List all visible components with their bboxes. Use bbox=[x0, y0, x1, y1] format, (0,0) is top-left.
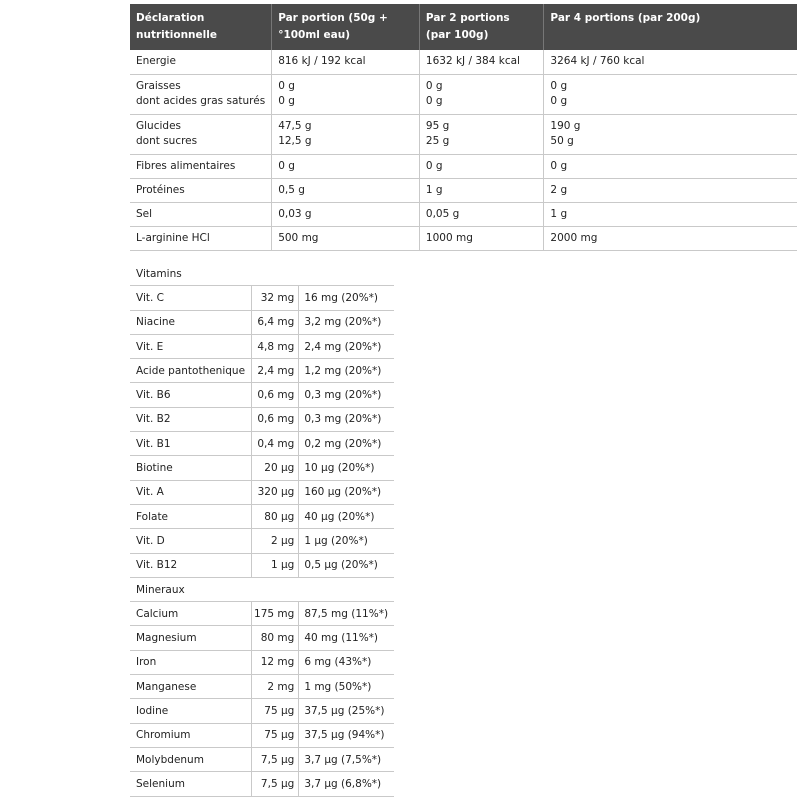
value-per-portion-sub: 12,5 g bbox=[278, 135, 312, 147]
nutrient-row bbox=[130, 723, 394, 747]
value-per-2-portions-cell bbox=[419, 154, 544, 178]
value-per-2-portions-cell bbox=[419, 74, 544, 114]
nutrient-row bbox=[130, 432, 394, 456]
nutrient-per-portion: 0,5 µg (20%*) bbox=[299, 553, 394, 577]
nutrient-name: Magnesium bbox=[130, 626, 252, 650]
nutrient-per-portion: 10 µg (20%*) bbox=[299, 456, 394, 480]
nutrient-per-portion: 2,4 mg (20%*) bbox=[299, 334, 394, 358]
value-per-4-portions-cell bbox=[544, 202, 797, 226]
value-per-portion-cell bbox=[272, 202, 420, 226]
nutrient-amount: 6,4 mg bbox=[252, 310, 299, 334]
nutrient-row bbox=[130, 747, 394, 771]
value-per-portion: 0,5 g bbox=[278, 183, 305, 196]
nutrient-row bbox=[130, 480, 394, 504]
nutrient-per-portion: 3,7 µg (6,8%*) bbox=[299, 772, 394, 796]
nutrient-amount: 75 µg bbox=[252, 699, 299, 723]
nutrient-label-cell bbox=[130, 74, 272, 114]
nutrient-amount: 7,5 µg bbox=[252, 747, 299, 771]
nutrient-per-portion: 1 µg (20%*) bbox=[299, 529, 394, 553]
nutrient-per-portion: 3,2 mg (20%*) bbox=[299, 310, 394, 334]
header-per-portion: Par portion (50g + °100ml eau) bbox=[272, 4, 420, 50]
nutrient-name: Vit. A bbox=[130, 480, 252, 504]
nutrient-name: Vit. B12 bbox=[130, 553, 252, 577]
nutrient-amount: 2 µg bbox=[252, 529, 299, 553]
value-per-2-portions-sub: 25 g bbox=[425, 135, 450, 147]
nutrient-name: Vit. B1 bbox=[130, 432, 252, 456]
nutrient-per-portion: 0,3 mg (20%*) bbox=[299, 407, 394, 431]
nutrient-per-portion: 1 mg (50%*) bbox=[299, 675, 394, 699]
value-per-portion: 0,03 g bbox=[278, 207, 312, 220]
nutrient-label: L-arginine HCl bbox=[136, 231, 210, 244]
nutrient-amount: 32 mg bbox=[252, 286, 299, 310]
value-per-2-portions-cell bbox=[419, 50, 544, 74]
nutrient-name: Acide pantothenique bbox=[130, 359, 252, 383]
nutrient-row bbox=[130, 626, 394, 650]
value-per-2-portions-cell bbox=[419, 178, 544, 202]
nutrient-row bbox=[130, 602, 394, 626]
value-per-portion: 500 mg bbox=[278, 231, 319, 244]
nutrient-row bbox=[130, 359, 394, 383]
nutrient-row bbox=[130, 286, 394, 310]
nutrient-per-portion: 6 mg (43%*) bbox=[299, 650, 394, 674]
nutrient-amount: 175 mg bbox=[252, 602, 299, 626]
value-per-portion: 47,5 g bbox=[278, 120, 312, 132]
nutrient-name: Folate bbox=[130, 504, 252, 528]
nutrition-row bbox=[130, 202, 797, 226]
nutrient-row bbox=[130, 675, 394, 699]
nutrient-name: Manganese bbox=[130, 675, 252, 699]
nutrient-amount: 4,8 mg bbox=[252, 334, 299, 358]
nutrient-per-portion: 37,5 µg (94%*) bbox=[299, 723, 394, 747]
value-per-4-portions: 0 g bbox=[550, 159, 568, 172]
nutrient-row bbox=[130, 334, 394, 358]
nutrient-row bbox=[130, 407, 394, 431]
value-per-4-portions: 0 g bbox=[550, 80, 568, 92]
value-per-4-portions-sub: 50 g bbox=[550, 135, 574, 147]
nutrient-name: Chromium bbox=[130, 723, 252, 747]
value-per-4-portions-cell bbox=[544, 178, 797, 202]
nutrient-amount: 80 mg bbox=[252, 626, 299, 650]
value-per-portion-cell bbox=[272, 154, 420, 178]
nutrient-name: Vit. E bbox=[130, 334, 252, 358]
nutrient-label-sub: dont sucres bbox=[136, 135, 198, 147]
nutrient-amount: 20 µg bbox=[252, 456, 299, 480]
nutrient-amount: 2 mg bbox=[252, 675, 299, 699]
nutrient-label-cell bbox=[130, 50, 272, 74]
value-per-2-portions: 1000 mg bbox=[425, 231, 473, 244]
value-per-portion-cell bbox=[272, 114, 420, 154]
nutrient-row bbox=[130, 310, 394, 334]
vitamins-section-title: Vitamins bbox=[130, 262, 394, 286]
value-per-2-portions: 0 g bbox=[425, 159, 443, 172]
nutrient-name: Vit. B2 bbox=[130, 407, 252, 431]
nutrient-per-portion: 87,5 mg (11%*) bbox=[299, 602, 394, 626]
nutrient-amount: 0,4 mg bbox=[252, 432, 299, 456]
nutrient-name: Iodine bbox=[130, 699, 252, 723]
nutrient-label: Graisses bbox=[136, 80, 181, 92]
nutrient-name: Selenium bbox=[130, 772, 252, 796]
nutrient-label-cell bbox=[130, 114, 272, 154]
nutrient-row bbox=[130, 504, 394, 528]
nutrient-name: Molybdenum bbox=[130, 747, 252, 771]
value-per-2-portions-cell bbox=[419, 202, 544, 226]
vitamins-section-row bbox=[130, 262, 394, 286]
value-per-2-portions-cell bbox=[419, 226, 544, 250]
nutrient-label: Energie bbox=[136, 55, 176, 68]
value-per-4-portions: 190 g bbox=[550, 120, 581, 132]
nutrient-amount: 1 µg bbox=[252, 553, 299, 577]
nutrient-row bbox=[130, 553, 394, 577]
value-per-2-portions-cell bbox=[419, 114, 544, 154]
header-declaration: Déclaration nutritionnelle bbox=[130, 4, 272, 50]
value-per-2-portions: 0,05 g bbox=[425, 207, 460, 220]
value-per-4-portions-cell bbox=[544, 74, 797, 114]
nutrient-per-portion: 16 mg (20%*) bbox=[299, 286, 394, 310]
nutrient-per-portion: 1,2 mg (20%*) bbox=[299, 359, 394, 383]
value-per-2-portions: 95 g bbox=[425, 120, 450, 132]
value-per-4-portions-cell bbox=[544, 114, 797, 154]
nutrient-amount: 75 µg bbox=[252, 723, 299, 747]
nutrient-label: Fibres alimentaires bbox=[136, 159, 236, 172]
nutrient-name: Vit. B6 bbox=[130, 383, 252, 407]
nutrient-amount: 7,5 µg bbox=[252, 772, 299, 796]
value-per-portion-sub: 0 g bbox=[278, 95, 295, 107]
nutrient-name: Vit. D bbox=[130, 529, 252, 553]
nutrient-per-portion: 160 µg (20%*) bbox=[299, 480, 394, 504]
header-per-4-portions: Par 4 portions (par 200g) bbox=[544, 4, 797, 50]
nutrient-label-sub: dont acides gras saturés bbox=[136, 95, 266, 107]
value-per-portion: 0 g bbox=[278, 159, 295, 172]
nutrient-amount: 0,6 mg bbox=[252, 407, 299, 431]
value-per-portion: 816 kJ / 192 kcal bbox=[278, 55, 366, 68]
value-per-2-portions: 1632 kJ / 384 kcal bbox=[425, 55, 520, 68]
value-per-4-portions-sub: 0 g bbox=[550, 95, 568, 107]
nutrient-label-cell bbox=[130, 226, 272, 250]
nutrient-amount: 0,6 mg bbox=[252, 383, 299, 407]
value-per-4-portions: 1 g bbox=[550, 207, 568, 220]
value-per-4-portions: 2 g bbox=[550, 183, 568, 196]
value-per-2-portions-sub: 0 g bbox=[425, 95, 443, 107]
nutrient-amount: 12 mg bbox=[252, 650, 299, 674]
nutrient-name: Vit. C bbox=[130, 286, 252, 310]
nutrition-row bbox=[130, 226, 797, 250]
nutrient-row bbox=[130, 383, 394, 407]
nutrient-row bbox=[130, 650, 394, 674]
vitamins-minerals-table bbox=[130, 262, 394, 797]
nutrient-per-portion: 0,3 mg (20%*) bbox=[299, 383, 394, 407]
nutrient-name: Niacine bbox=[130, 310, 252, 334]
value-per-portion-cell bbox=[272, 178, 420, 202]
header-per-2-portions: Par 2 portions (par 100g) bbox=[419, 4, 544, 50]
nutrient-amount: 2,4 mg bbox=[252, 359, 299, 383]
value-per-2-portions: 0 g bbox=[425, 80, 443, 92]
minerals-section-title: Mineraux bbox=[130, 577, 394, 601]
nutrient-row bbox=[130, 772, 394, 796]
nutrition-row bbox=[130, 114, 797, 154]
nutrition-row bbox=[130, 154, 797, 178]
nutrient-name: Biotine bbox=[130, 456, 252, 480]
nutrient-name: Iron bbox=[130, 650, 252, 674]
nutrition-header-row bbox=[130, 4, 797, 50]
nutrient-row bbox=[130, 456, 394, 480]
nutrient-per-portion: 0,2 mg (20%*) bbox=[299, 432, 394, 456]
minerals-section-row bbox=[130, 577, 394, 601]
nutrient-per-portion: 37,5 µg (25%*) bbox=[299, 699, 394, 723]
value-per-portion-cell bbox=[272, 226, 420, 250]
nutrition-row bbox=[130, 50, 797, 74]
nutrient-label: Glucides bbox=[136, 120, 181, 132]
value-per-2-portions: 1 g bbox=[425, 183, 443, 196]
value-per-4-portions: 2000 mg bbox=[550, 231, 598, 244]
nutrient-amount: 80 µg bbox=[252, 504, 299, 528]
nutrient-row bbox=[130, 529, 394, 553]
nutrient-per-portion: 3,7 µg (7,5%*) bbox=[299, 747, 394, 771]
nutrient-per-portion: 40 µg (20%*) bbox=[299, 504, 394, 528]
nutrition-row bbox=[130, 74, 797, 114]
value-per-4-portions-cell bbox=[544, 226, 797, 250]
nutrient-label: Protéines bbox=[136, 183, 185, 196]
nutrient-name: Calcium bbox=[130, 602, 252, 626]
nutrition-declaration-table bbox=[130, 4, 797, 251]
nutrition-row bbox=[130, 178, 797, 202]
nutrient-per-portion: 40 mg (11%*) bbox=[299, 626, 394, 650]
nutrient-label: Sel bbox=[136, 207, 153, 220]
value-per-portion-cell bbox=[272, 74, 420, 114]
value-per-portion-cell bbox=[272, 50, 420, 74]
value-per-4-portions-cell bbox=[544, 50, 797, 74]
nutrient-label-cell bbox=[130, 178, 272, 202]
nutrient-label-cell bbox=[130, 202, 272, 226]
value-per-portion: 0 g bbox=[278, 80, 295, 92]
nutrient-row bbox=[130, 699, 394, 723]
nutrient-amount: 320 µg bbox=[252, 480, 299, 504]
value-per-4-portions-cell bbox=[544, 154, 797, 178]
nutrient-label-cell bbox=[130, 154, 272, 178]
value-per-4-portions: 3264 kJ / 760 kcal bbox=[550, 55, 645, 68]
